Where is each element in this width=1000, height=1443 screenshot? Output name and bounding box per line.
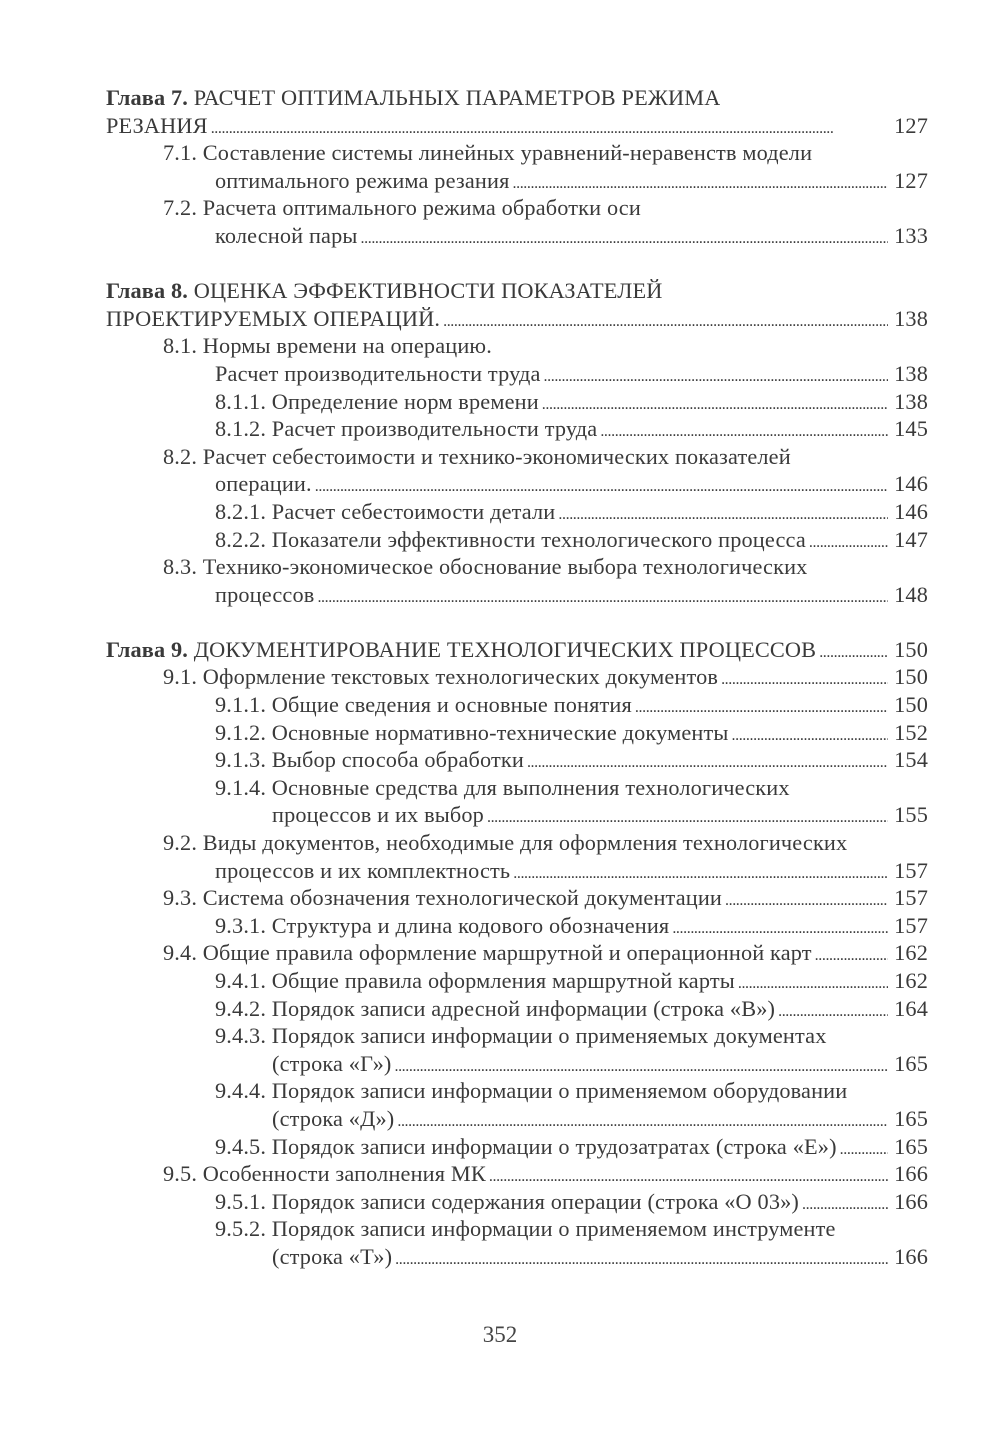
toc-entry-title: операции. [215, 471, 312, 497]
toc-entry-title: колесной пары [215, 222, 358, 248]
toc-entry [0, 829, 1000, 857]
toc-page-number: 157 [894, 857, 928, 883]
toc-line [215, 526, 928, 557]
toc-entry-title: 7.1. Составление системы линейных уравнений-неравенств модели [163, 140, 813, 166]
toc-entry-title: процессов и их комплектность [215, 857, 511, 883]
toc-page-number: 155 [894, 802, 928, 828]
toc-page-number: 162 [894, 968, 928, 993]
dot-leader [802, 1188, 888, 1219]
toc-line [163, 829, 847, 857]
toc-entry-title: 9.3.1. Структура и длина кодового обозначения [215, 912, 670, 938]
toc-page-number: 166 [894, 1188, 928, 1214]
toc-line [163, 939, 928, 970]
toc-entry-title: 9.4.5. Порядок записи информации о трудозатратах (строка «Е») [215, 1133, 837, 1159]
toc-entry [0, 884, 1000, 912]
dot-leader [542, 388, 888, 419]
dot-leader [732, 719, 889, 750]
dot-leader [487, 801, 888, 832]
toc-line [215, 498, 928, 529]
toc-entry [0, 1050, 1000, 1078]
dot-leader [840, 1133, 888, 1164]
toc-page-number: 138 [894, 360, 928, 386]
toc-page-number: 157 [894, 912, 928, 938]
toc-entry [0, 746, 1000, 774]
toc-line [163, 663, 928, 694]
dot-leader [489, 1160, 888, 1191]
toc-page-number: 165 [894, 1105, 928, 1131]
toc-page-number: 145 [894, 416, 928, 442]
toc-line [215, 857, 928, 888]
toc-line [215, 719, 928, 750]
toc-line [215, 1188, 928, 1219]
toc-line [106, 112, 928, 143]
toc-entry-title: ПРОЕКТИРУЕМЫХ ОПЕРАЦИЙ. [106, 305, 441, 331]
dot-leader [721, 663, 888, 694]
toc-line [215, 1215, 836, 1243]
toc-page-number: 166 [894, 1243, 928, 1269]
toc-entry-title: Глава 7. РАСЧЕТ ОПТИМАЛЬНЫХ ПАРАМЕТРОВ РЕЖИМА [106, 85, 721, 110]
dot-leader [600, 415, 888, 446]
dot-leader [397, 1105, 888, 1136]
chapter-label: Глава 7. [106, 85, 189, 110]
toc-entry [0, 470, 1000, 498]
toc-entry [0, 774, 1000, 802]
toc-line [215, 360, 928, 391]
toc-entry-title: 8.2.1. Расчет себестоимости детали [215, 498, 556, 524]
toc-line [215, 746, 928, 777]
toc-page-number: 127 [894, 112, 928, 138]
dot-leader [819, 636, 888, 667]
toc-entry-title: 8.1.2. Расчет производительности труда [215, 416, 598, 442]
toc-entry-title: Расчет производительности труда [215, 360, 541, 386]
toc-entry [0, 526, 1000, 554]
toc-entry [0, 1133, 1000, 1161]
toc-page-number: 138 [894, 305, 928, 331]
toc-page-number: 165 [894, 1133, 928, 1159]
dot-leader [558, 498, 888, 529]
toc-line [163, 1160, 928, 1191]
toc-entry [0, 1243, 1000, 1271]
toc-line [215, 774, 790, 802]
toc-entry-title: 9.1. Оформление текстовых технологических документов [163, 664, 719, 690]
toc-line [272, 801, 928, 832]
dot-leader [513, 857, 888, 888]
table-of-contents [0, 84, 1000, 1271]
dot-leader [809, 526, 888, 557]
toc-entry-title: РЕЗАНИЯ [106, 112, 208, 138]
toc-line [215, 1022, 827, 1050]
toc-page-number: 165 [894, 1050, 928, 1076]
toc-entry [0, 801, 1000, 829]
toc-entry-title: 8.1. Нормы времени на операцию. [163, 333, 492, 359]
toc-page-number: 154 [894, 747, 928, 773]
toc-entry-title: Глава 8. ОЦЕНКА ЭФФЕКТИВНОСТИ ПОКАЗАТЕЛЕЙ [106, 278, 663, 304]
toc-line [272, 1050, 928, 1081]
chapter-label: Глава 9. [106, 636, 189, 662]
toc-line [215, 1133, 928, 1164]
toc-page-number: 152 [894, 719, 928, 745]
toc-entry-title: 9.4.3. Порядок записи информации о применяемых документах [215, 1023, 827, 1049]
toc-entry-title: 9.1.3. Выбор способа обработки [215, 747, 524, 773]
toc-entry-title: процессов [215, 581, 315, 607]
toc-chapter-heading [0, 277, 1000, 305]
toc-entry [0, 719, 1000, 747]
toc-entry [0, 1160, 1000, 1188]
toc-page-number: 150 [894, 636, 928, 662]
toc-entry [0, 415, 1000, 443]
toc-page-number: 133 [894, 222, 928, 248]
toc-line [215, 167, 928, 198]
toc-entry [0, 360, 1000, 388]
toc-line [215, 581, 928, 612]
toc-line [163, 884, 928, 915]
toc-line [215, 691, 928, 722]
toc-entry [0, 443, 1000, 471]
toc-entry-title: 9.5. Особенности заполнения МК [163, 1161, 486, 1187]
toc-entry [0, 553, 1000, 581]
toc-entry-title: 9.4.2. Порядок записи адресной информации (строка «В») [215, 995, 776, 1021]
toc-line [215, 415, 928, 446]
dot-leader [778, 995, 888, 1026]
toc-page-number: 150 [894, 664, 928, 690]
toc-entry [0, 912, 1000, 940]
chapter-label: Глава 8. [106, 278, 189, 304]
dot-leader [395, 1243, 888, 1274]
toc-line [215, 388, 928, 419]
dot-leader [635, 691, 888, 722]
dot-leader [672, 912, 888, 943]
toc-entry [0, 194, 1000, 222]
toc-entry [0, 388, 1000, 416]
toc-line [163, 443, 791, 471]
toc-line [163, 139, 812, 167]
toc-entry [0, 939, 1000, 967]
toc-page-number: 146 [894, 471, 928, 497]
toc-line [163, 194, 641, 222]
toc-page-number: 166 [894, 1161, 928, 1187]
toc-entry-title: оптимального режима резания [215, 167, 510, 193]
toc-entry [0, 305, 1000, 333]
toc-line [215, 967, 928, 998]
toc-line [106, 277, 663, 305]
toc-entry [0, 663, 1000, 691]
toc-entry [0, 1077, 1000, 1105]
toc-entry-title: 9.4.1. Общие правила оформления маршрутной карты [215, 968, 735, 993]
toc-page-number: 157 [894, 885, 928, 911]
toc-entry [0, 995, 1000, 1023]
toc-entry-title: 9.4.4. Порядок записи информации о применяемом оборудовании [215, 1078, 848, 1104]
toc-entry [0, 332, 1000, 360]
toc-page-number: 150 [894, 692, 928, 718]
toc-entry [0, 222, 1000, 250]
dot-leader [361, 222, 889, 253]
toc-entry-title: 9.3. Система обозначения технологической документации [163, 885, 722, 911]
toc-entry-title: 9.1.1. Общие сведения и основные понятия [215, 692, 632, 718]
toc-page-number: 164 [894, 995, 928, 1021]
toc-entry [0, 1022, 1000, 1050]
toc-entry-title: 9.1.4. Основные средства для выполнения технологических [215, 774, 790, 800]
toc-line [215, 222, 928, 253]
toc-line [215, 1077, 847, 1105]
dot-leader [544, 360, 889, 391]
toc-entry-title: 9.5.2. Порядок записи информации о применяемом инструменте [215, 1216, 836, 1242]
toc-entry-title: 8.2.2. Показатели эффективности технологического процесса [215, 526, 806, 552]
dot-leader [513, 167, 889, 198]
toc-entry [0, 1215, 1000, 1243]
toc-entry-title: 9.5.1. Порядок записи содержания операции (строка «О 03») [215, 1188, 800, 1214]
toc-entry-title: 8.3. Технико-экономическое обоснование выбора технологических [163, 554, 808, 580]
toc-line [106, 636, 928, 667]
toc-page-number: 162 [894, 940, 928, 966]
toc-chapter-heading [0, 636, 1000, 664]
toc-page-number: 148 [894, 581, 928, 607]
toc-entry [0, 1105, 1000, 1133]
toc-entry [0, 581, 1000, 609]
dot-leader [211, 112, 888, 143]
toc-line [215, 912, 928, 943]
toc-entry [0, 857, 1000, 885]
toc-entry-title: 8.2. Расчет себестоимости и технико-экономических показателей [163, 443, 791, 469]
toc-entry-title: Глава 9. ДОКУМЕНТИРОВАНИЕ ТЕХНОЛОГИЧЕСКИХ ПРОЦЕССОВ [106, 636, 817, 662]
toc-entry [0, 112, 1000, 140]
dot-leader [315, 470, 888, 501]
toc-page-number: 147 [894, 526, 928, 552]
dot-leader [738, 967, 888, 998]
toc-entry-title: 9.4. Общие правила оформление маршрутной и операционной карт [163, 940, 812, 966]
page-number: 352 [482, 1322, 518, 1347]
toc-entry [0, 691, 1000, 719]
toc-entry [0, 498, 1000, 526]
toc-entry-title: 8.1.1. Определение норм времени [215, 388, 539, 414]
dot-leader [725, 884, 888, 915]
toc-entry-title: 7.2. Расчета оптимального режима обработки оси [163, 195, 641, 221]
toc-entry-title: (строка «Г») [272, 1050, 392, 1076]
toc-page-number: 127 [894, 167, 928, 193]
toc-line [163, 553, 807, 581]
dot-leader [443, 305, 888, 336]
dot-leader [394, 1050, 888, 1081]
toc-line [106, 84, 720, 112]
toc-line [272, 1243, 928, 1274]
toc-entry-title: (строка «Д») [272, 1105, 395, 1131]
dot-leader [527, 746, 888, 777]
toc-entry-title: (строка «Т») [272, 1243, 393, 1269]
toc-entry [0, 967, 1000, 995]
toc-entry-title: 9.2. Виды документов, необходимые для оформления технологических [163, 830, 848, 856]
dot-leader [815, 939, 888, 970]
toc-line [106, 305, 928, 336]
toc-line [215, 995, 928, 1026]
toc-line [215, 470, 928, 501]
toc-entry [0, 167, 1000, 195]
dot-leader [317, 581, 888, 612]
toc-chapter-heading [0, 84, 1000, 112]
toc-line [163, 332, 492, 360]
toc-entry-title: 9.1.2. Основные нормативно-технические документы [215, 719, 729, 745]
toc-entry-title: процессов и их выбор [272, 802, 484, 828]
toc-entry [0, 1188, 1000, 1216]
toc-page-number: 146 [894, 498, 928, 524]
toc-entry [0, 139, 1000, 167]
toc-line [272, 1105, 928, 1136]
toc-page-number: 138 [894, 388, 928, 414]
